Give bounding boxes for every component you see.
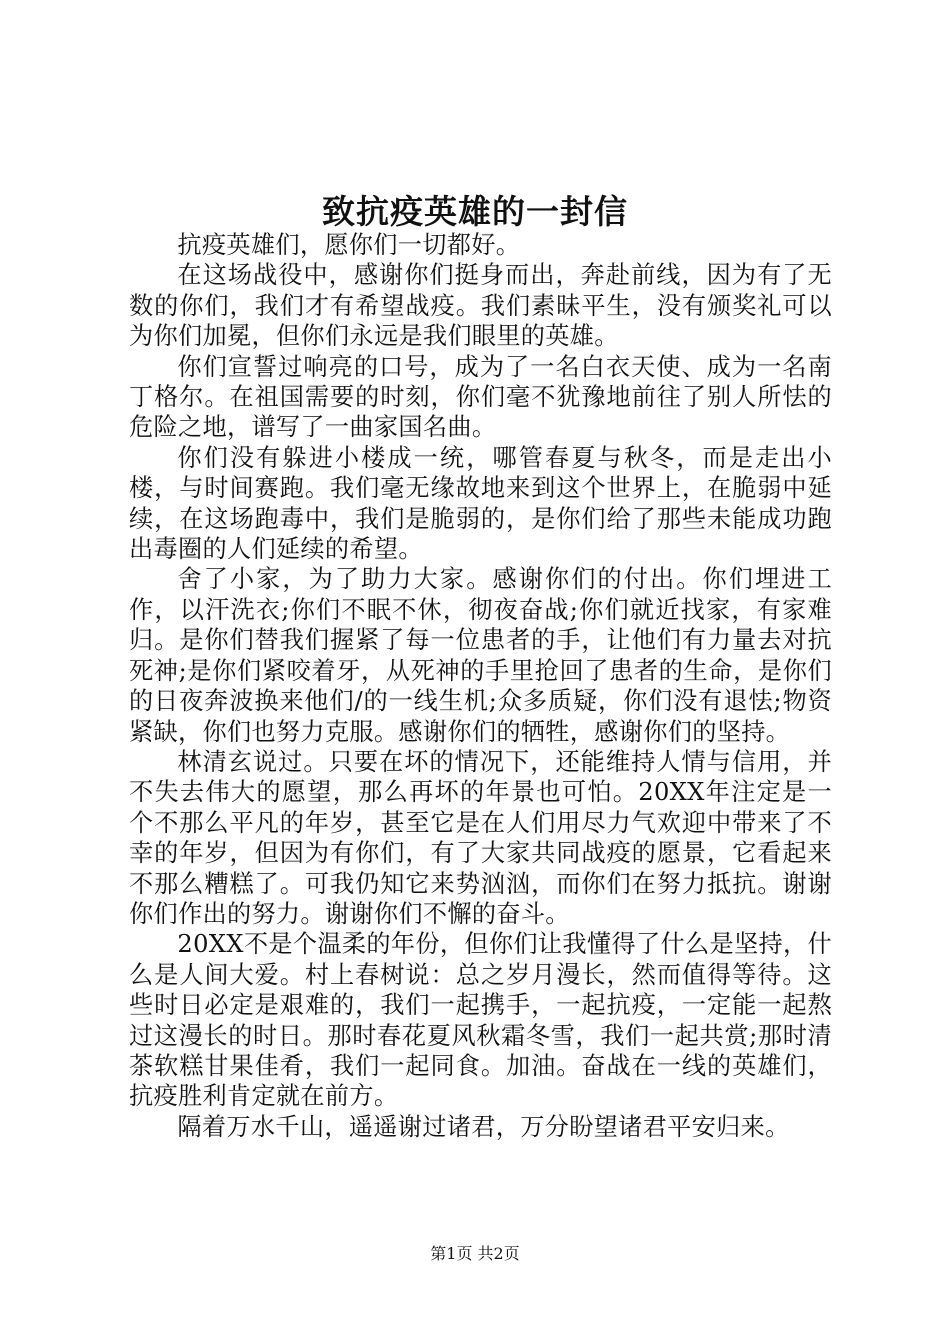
letter-body xyxy=(129,230,832,1142)
paragraph-quote-lin: 林清玄说过。只要在坏的情况下，还能维持人情与信用，并不失去伟大的愿望，那么再坏的年景也可怕。20XX年注定是一个不那么平凡的年岁，甚至它是在人们用尽力气欢迎中带来了不幸的年岁，但因为有你们，有了大家共同战疫的愿景，它看起来不那么糟糕了。可我仍知它来势汹汹，而你们在努力抵抗。谢谢你们作出的努力。谢谢你们不懈的奋斗。 xyxy=(129,747,832,928)
paragraph-sacrifice: 舍了小家，为了助力大家。感谢你们的付出。你们埋进工作，以汗洗衣;你们不眠不休，彻夜奋战;你们就近找家，有家难归。是你们替我们握紧了每一位患者的手，让他们有力量去对抗死神;是你们紧咬着牙，从死神的手里抢回了患者的生命，是你们的日夜奔波换来他们/的一线生机;众多质疑，你们没有退怯;物资紧缺，你们也努力克服。感谢你们的牺牲，感谢你们的坚持。 xyxy=(129,565,832,746)
paragraph-oath: 你们宣誓过响亮的口号，成为了一名白衣天使、成为一名南丁格尔。在祖国需要的时刻，你们毫不犹豫地前往了别人所怯的危险之地，谱写了一曲家国名曲。 xyxy=(129,352,832,442)
document-title: 致抗疫英雄的一封信 xyxy=(322,192,628,231)
paragraph-closing: 隔着万水千山，遥遥谢过诸君，万分盼望诸君平安归来。 xyxy=(177,1112,790,1141)
paragraph-greeting: 抗疫英雄们，愿你们一切都好。 xyxy=(177,231,521,259)
page-footer: 第1页 共2页 xyxy=(430,1244,520,1263)
paragraph-race: 你们没有躲进小楼成一统，哪管春夏与秋冬，而是走出小楼，与时间赛跑。我们毫无缘故地来到这个世界上，在脆弱中延续，在这场跑毒中，我们是脆弱的，是你们给了那些未能成功跑出毒圈的人们延续的希望。 xyxy=(129,443,832,564)
paragraph-year: 20XX不是个温柔的年份，但你们让我懂得了什么是坚持，什么是人间大爱。村上春树说：总之岁月漫长，然而值得等待。这些时日必定是艰难的，我们一起携手，一起抗疫，一定能一起熬过这漫长的时日。那时春花夏风秋霜冬雪，我们一起共赏;那时清茶软糕甘果佳肴，我们一起同食。加油。奋战在一线的英雄们，抗疫胜利肯定就在前方。 xyxy=(129,930,832,1111)
paragraph-thanks: 在这场战役中，感谢你们挺身而出，奔赴前线，因为有了无数的你们，我们才有希望战疫。我们素昧平生，没有颁奖礼可以为你们加冕，但你们永远是我们眼里的英雄。 xyxy=(129,261,832,351)
